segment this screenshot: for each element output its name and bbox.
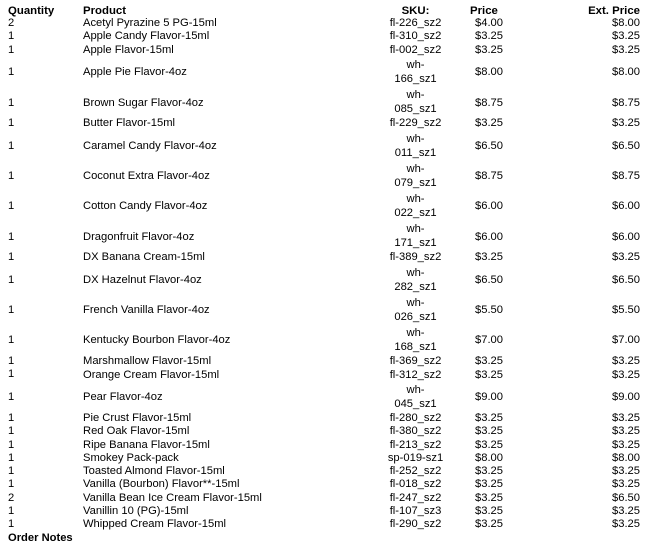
table-row [8,131,640,161]
sku-line-2: 022_sz1 [394,207,437,220]
row-ext-price: $3.25 [612,518,640,531]
row-product: Butter Flavor-15ml [83,117,176,130]
sku-line-1: wh- [406,89,425,102]
row-quantity: 1 [8,117,15,130]
row-product: DX Banana Cream-15ml [83,251,205,264]
row-product: Ripe Banana Flavor-15ml [83,438,210,451]
row-quantity: 1 [8,438,15,451]
row-product: Kentucky Bourbon Flavor-4oz [83,334,231,347]
sku-line-2: 045_sz1 [394,397,437,410]
row-ext-price: $3.25 [612,43,640,56]
row-product: Apple Flavor-15ml [83,43,174,56]
row-ext-price: $8.00 [612,66,640,79]
row-ext-price: $6.00 [612,200,640,213]
row-sku [373,87,458,117]
row-ext-price: $3.25 [612,465,640,478]
row-product: Smokey Pack-pack [83,451,179,464]
row-sku: fl-018_sz2 [389,478,442,491]
row-quantity: 1 [8,274,15,287]
row-sku: fl-312_sz2 [389,368,442,381]
table-row [8,355,640,368]
sku-line-2: 171_sz1 [394,237,437,250]
row-sku [373,191,458,221]
row-sku [373,382,458,412]
row-sku [373,325,458,355]
row-price: $8.00 [475,451,503,464]
row-quantity: 1 [8,505,15,518]
row-sku: fl-380_sz2 [389,425,442,438]
row-ext-price: $3.25 [612,30,640,43]
table-row [8,425,640,438]
row-quantity: 1 [8,391,15,404]
table-row [8,251,640,264]
row-price: $5.50 [475,304,503,317]
table-row [8,518,640,531]
row-quantity: 1 [8,96,15,109]
row-price: $9.00 [475,391,503,404]
column-header-price: Price [470,5,498,17]
row-ext-price: $6.50 [612,274,640,287]
row-ext-price: $3.25 [612,438,640,451]
row-sku [373,57,458,87]
column-header-product: Product [83,5,127,17]
table-row [8,17,640,30]
row-product: DX Hazelnut Flavor-4oz [83,274,202,287]
column-header-sku: SKU: [401,5,430,17]
table-row [8,465,640,478]
row-product: Whipped Cream Flavor-15ml [83,518,226,531]
sku-line-2: 079_sz1 [394,176,437,189]
table-row [8,439,640,452]
row-price: $4.00 [475,17,503,30]
row-sku: sp-019-sz1 [387,451,444,464]
row-quantity: 1 [8,30,15,43]
row-ext-price: $3.25 [612,368,640,381]
row-quantity: 1 [8,200,15,213]
row-product: Toasted Almond Flavor-15ml [83,465,225,478]
sku-line-1: wh- [406,193,425,206]
row-quantity: 1 [8,251,15,264]
row-ext-price: $6.50 [612,140,640,153]
row-product: Orange Cream Flavor-15ml [83,368,220,381]
row-sku: fl-290_sz2 [389,518,442,531]
row-quantity: 1 [8,230,15,243]
row-price: $3.25 [475,30,503,43]
row-product: Pear Flavor-4oz [83,391,163,404]
row-product: Cotton Candy Flavor-4oz [83,200,208,213]
row-quantity: 1 [8,334,15,347]
row-price: $3.25 [475,425,503,438]
row-price: $3.25 [475,251,503,264]
row-quantity: 1 [8,66,15,79]
row-quantity: 1 [8,465,15,478]
table-row [8,412,640,425]
row-price: $8.00 [475,66,503,79]
row-price: $3.25 [475,412,503,424]
row-ext-price: $9.00 [612,391,640,404]
row-sku: fl-252_sz2 [389,465,442,478]
row-product: Vanillin 10 (PG)-15ml [83,505,189,518]
row-product: Coconut Extra Flavor-4oz [83,170,210,183]
sku-line-2: 011_sz1 [394,146,437,159]
row-ext-price: $8.00 [612,451,640,464]
row-price: $3.25 [475,505,503,518]
sku-line-2: 085_sz1 [394,103,437,116]
row-sku: fl-213_sz2 [389,438,442,451]
row-ext-price: $6.50 [612,491,640,504]
row-quantity: 1 [8,451,15,464]
table-row [8,492,640,505]
table-row [8,44,640,57]
column-header-ext-price: Ext. Price [588,5,640,17]
row-sku: fl-389_sz2 [389,251,442,264]
table-header-row [8,4,640,17]
sku-line-1: wh- [406,132,425,145]
row-product: Apple Pie Flavor-4oz [83,66,187,79]
row-price: $3.25 [475,465,503,478]
row-sku [373,161,458,191]
row-quantity: 1 [8,425,15,438]
row-price: $3.25 [475,43,503,56]
row-product: Acetyl Pyrazine 5 PG-15ml [83,17,217,30]
table-row [8,30,640,43]
row-quantity: 1 [8,304,15,317]
row-ext-price: $3.25 [612,412,640,424]
row-sku: fl-226_sz2 [389,17,442,30]
row-price: $3.25 [475,518,503,531]
row-sku [373,295,458,325]
row-price: $3.25 [475,491,503,504]
table-row [8,221,640,251]
order-notes-label: Order Notes [8,532,73,544]
row-ext-price: $3.25 [612,505,640,518]
table-row [8,478,640,491]
row-sku: fl-369_sz2 [389,355,442,368]
order-items-table [8,4,640,532]
row-price: $3.25 [475,117,503,130]
row-sku: fl-107_sz3 [389,505,442,518]
row-quantity: 1 [8,140,15,153]
row-ext-price: $3.25 [612,478,640,491]
table-row [8,57,640,87]
row-ext-price: $3.25 [612,355,640,368]
sku-line-1: wh- [406,383,425,396]
row-quantity: 1 [8,368,15,381]
row-product: Red Oak Flavor-15ml [83,425,190,438]
row-quantity: 1 [8,170,15,183]
table-body [8,17,640,532]
row-price: $6.50 [475,274,503,287]
row-sku: fl-247_sz2 [389,491,442,504]
column-header-quantity: Quantity [8,5,55,17]
row-price: $6.50 [475,140,503,153]
sku-line-1: wh- [406,296,425,309]
sku-line-2: 166_sz1 [394,72,437,85]
table-row [8,265,640,295]
row-quantity: 1 [8,518,15,531]
row-sku: fl-002_sz2 [389,43,442,56]
row-sku [373,131,458,161]
row-price: $3.25 [475,368,503,381]
row-price: $3.25 [475,355,503,368]
row-sku [373,265,458,295]
row-ext-price: $8.75 [612,96,640,109]
row-product: Pie Crust Flavor-15ml [83,412,192,424]
table-row [8,452,640,465]
sku-line-1: wh- [406,266,425,279]
table-row [8,87,640,117]
row-quantity: 1 [8,411,15,424]
row-price: $8.75 [475,96,503,109]
table-row [8,382,640,412]
table-row [8,368,640,381]
row-ext-price: $8.00 [612,17,640,30]
sku-line-2: 026_sz1 [394,310,437,323]
row-price: $3.25 [475,438,503,451]
sku-line-1: wh- [406,162,425,175]
row-ext-price: $6.00 [612,230,640,243]
row-price: $8.75 [475,170,503,183]
row-ext-price: $8.75 [612,170,640,183]
row-product: Apple Candy Flavor-15ml [83,30,210,43]
row-quantity: 2 [8,17,15,29]
row-quantity: 1 [8,43,15,56]
row-product: Brown Sugar Flavor-4oz [83,96,204,109]
table-row [8,295,640,325]
row-product: Vanilla Bean Ice Cream Flavor-15ml [83,491,262,504]
row-price: $7.00 [475,334,503,347]
row-quantity: 2 [8,491,15,504]
row-product: Dragonfruit Flavor-4oz [83,230,195,243]
row-product: Caramel Candy Flavor-4oz [83,140,217,153]
row-sku [373,221,458,251]
row-price: $6.00 [475,230,503,243]
sku-line-1: wh- [406,58,425,71]
row-ext-price: $3.25 [612,425,640,438]
table-row [8,117,640,130]
row-sku: fl-229_sz2 [389,117,442,130]
row-sku: fl-310_sz2 [389,30,442,43]
row-ext-price: $3.25 [612,117,640,130]
table-row [8,161,640,191]
row-quantity: 1 [8,478,15,491]
row-price: $6.00 [475,200,503,213]
table-row [8,191,640,221]
row-product: Marshmallow Flavor-15ml [83,355,212,368]
sku-line-2: 282_sz1 [394,280,437,293]
row-product: French Vanilla Flavor-4oz [83,304,210,317]
row-product: Vanilla (Bourbon) Flavor**-15ml [83,478,240,491]
row-ext-price: $7.00 [612,334,640,347]
row-sku: fl-280_sz2 [389,412,442,424]
row-quantity: 1 [8,355,15,368]
row-price: $3.25 [475,478,503,491]
row-ext-price: $5.50 [612,304,640,317]
sku-line-1: wh- [406,327,425,340]
row-ext-price: $3.25 [612,251,640,264]
table-row [8,505,640,518]
sku-line-2: 168_sz1 [394,341,437,354]
table-row [8,325,640,355]
sku-line-1: wh- [406,223,425,236]
